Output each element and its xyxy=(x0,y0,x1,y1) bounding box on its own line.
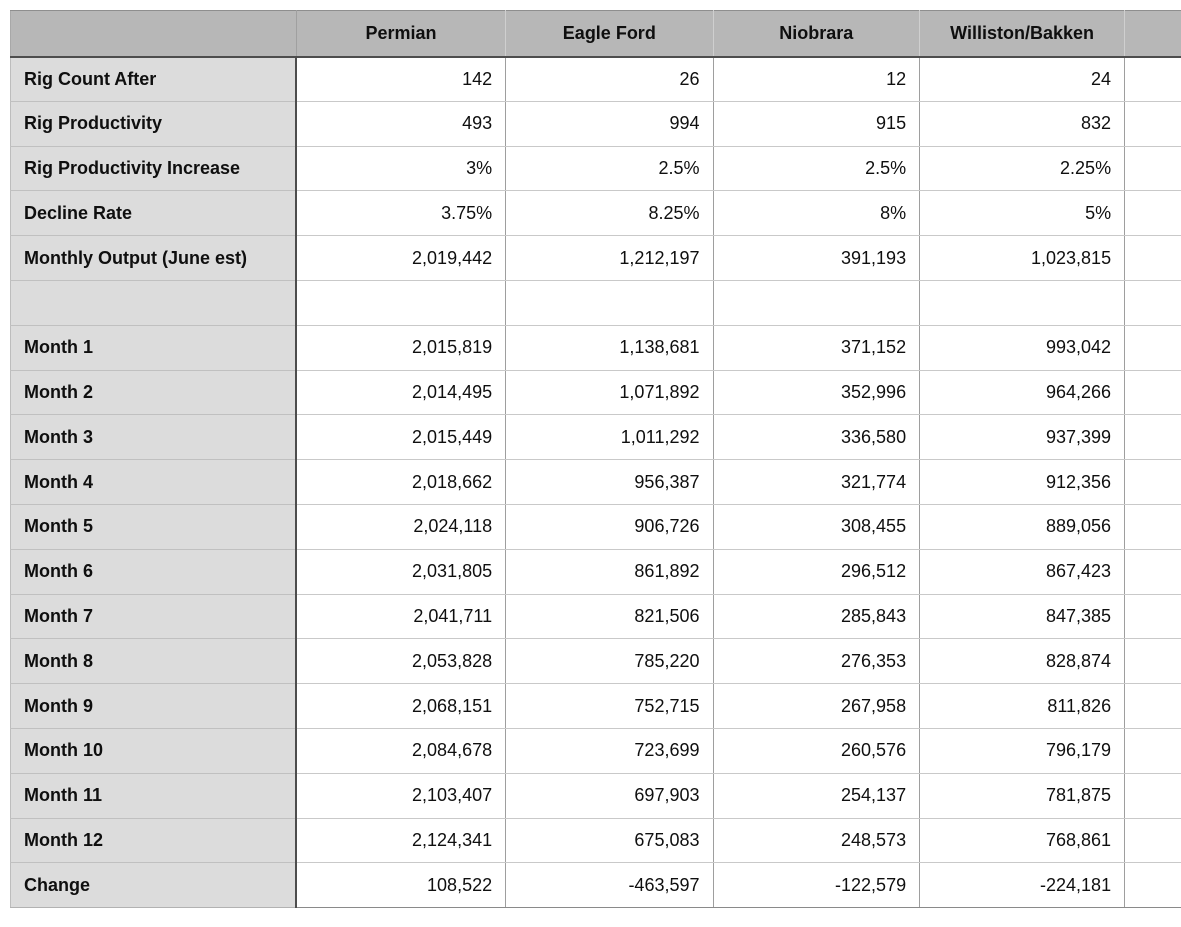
table-row xyxy=(11,325,1181,370)
cell-extra xyxy=(1125,594,1181,639)
table-row xyxy=(11,57,1181,102)
table-row xyxy=(11,236,1181,281)
cell-extra xyxy=(1125,191,1181,236)
cell-extra xyxy=(1125,504,1181,549)
cell: 260,576 xyxy=(713,728,920,773)
row-label: Month 9 xyxy=(11,684,297,729)
cell: 276,353 xyxy=(713,639,920,684)
cell-extra xyxy=(1125,325,1181,370)
production-table-container xyxy=(10,10,1181,909)
cell-extra xyxy=(1125,57,1181,102)
corner-cell xyxy=(11,11,297,57)
cell: 12 xyxy=(713,57,920,102)
cell: 1,212,197 xyxy=(506,236,713,281)
cell: -224,181 xyxy=(920,863,1125,908)
cell: 391,193 xyxy=(713,236,920,281)
table-row xyxy=(11,818,1181,863)
row-label: Month 2 xyxy=(11,370,297,415)
cell-extra xyxy=(1125,101,1181,146)
row-label: Rig Productivity xyxy=(11,101,297,146)
table-row xyxy=(11,863,1181,908)
cell: 308,455 xyxy=(713,504,920,549)
cell-extra xyxy=(1125,639,1181,684)
cell: 5% xyxy=(920,191,1125,236)
row-label: Decline Rate xyxy=(11,191,297,236)
cell: 493 xyxy=(296,101,505,146)
table-body xyxy=(11,57,1181,908)
cell: 2,018,662 xyxy=(296,460,505,505)
row-label: Month 8 xyxy=(11,639,297,684)
cell: 267,958 xyxy=(713,684,920,729)
cell: 24 xyxy=(920,57,1125,102)
cell xyxy=(920,280,1125,325)
cell: 796,179 xyxy=(920,728,1125,773)
table-row xyxy=(11,146,1181,191)
cell-extra xyxy=(1125,549,1181,594)
cell: 956,387 xyxy=(506,460,713,505)
cell-extra xyxy=(1125,370,1181,415)
cell: 994 xyxy=(506,101,713,146)
cell: 1,071,892 xyxy=(506,370,713,415)
cell: 915 xyxy=(713,101,920,146)
cell: 847,385 xyxy=(920,594,1125,639)
cell: 1,138,681 xyxy=(506,325,713,370)
cell: 2,084,678 xyxy=(296,728,505,773)
cell: 254,137 xyxy=(713,773,920,818)
row-label: Change xyxy=(11,863,297,908)
row-label: Month 6 xyxy=(11,549,297,594)
header-row xyxy=(11,11,1181,57)
table-row xyxy=(11,549,1181,594)
cell: 723,699 xyxy=(506,728,713,773)
cell: 2,014,495 xyxy=(296,370,505,415)
cell-extra xyxy=(1125,863,1181,908)
cell: 993,042 xyxy=(920,325,1125,370)
cell: 2,015,449 xyxy=(296,415,505,460)
row-label: Month 4 xyxy=(11,460,297,505)
cell: 828,874 xyxy=(920,639,1125,684)
table-row xyxy=(11,773,1181,818)
row-label: Month 5 xyxy=(11,504,297,549)
cell-extra xyxy=(1125,460,1181,505)
cell-extra xyxy=(1125,684,1181,729)
table-row xyxy=(11,370,1181,415)
cell: 821,506 xyxy=(506,594,713,639)
cell: 336,580 xyxy=(713,415,920,460)
column-header-eagle-ford: Eagle Ford xyxy=(506,11,713,57)
column-header-permian: Permian xyxy=(296,11,505,57)
cell: 296,512 xyxy=(713,549,920,594)
cell: 2.25% xyxy=(920,146,1125,191)
cell: 964,266 xyxy=(920,370,1125,415)
cell: 2,103,407 xyxy=(296,773,505,818)
table-row xyxy=(11,728,1181,773)
cell: 2.5% xyxy=(713,146,920,191)
cell: 108,522 xyxy=(296,863,505,908)
cell: 371,152 xyxy=(713,325,920,370)
cell: 906,726 xyxy=(506,504,713,549)
cell-extra xyxy=(1125,280,1181,325)
table-row xyxy=(11,460,1181,505)
row-label xyxy=(11,280,297,325)
cell: 248,573 xyxy=(713,818,920,863)
cell xyxy=(296,280,505,325)
row-label: Rig Productivity Increase xyxy=(11,146,297,191)
column-header-niobrara: Niobrara xyxy=(713,11,920,57)
cell: 811,826 xyxy=(920,684,1125,729)
cell: 1,023,815 xyxy=(920,236,1125,281)
cell: 675,083 xyxy=(506,818,713,863)
cell: 781,875 xyxy=(920,773,1125,818)
cell: 2,124,341 xyxy=(296,818,505,863)
cell: 2,024,118 xyxy=(296,504,505,549)
cell: 2,015,819 xyxy=(296,325,505,370)
cell: 867,423 xyxy=(920,549,1125,594)
cell: 352,996 xyxy=(713,370,920,415)
cell-extra xyxy=(1125,728,1181,773)
cell: 889,056 xyxy=(920,504,1125,549)
cell: 8% xyxy=(713,191,920,236)
cell: 937,399 xyxy=(920,415,1125,460)
cell: 768,861 xyxy=(920,818,1125,863)
column-header-extra xyxy=(1125,11,1181,57)
cell-extra xyxy=(1125,773,1181,818)
table-row xyxy=(11,684,1181,729)
cell: 1,011,292 xyxy=(506,415,713,460)
cell: 2,031,805 xyxy=(296,549,505,594)
row-label: Month 3 xyxy=(11,415,297,460)
cell: 697,903 xyxy=(506,773,713,818)
cell-extra xyxy=(1125,236,1181,281)
cell xyxy=(506,280,713,325)
row-label: Month 10 xyxy=(11,728,297,773)
column-header-williston-bakken: Williston/Bakken xyxy=(920,11,1125,57)
cell: 3% xyxy=(296,146,505,191)
cell: -122,579 xyxy=(713,863,920,908)
cell: 142 xyxy=(296,57,505,102)
cell: 832 xyxy=(920,101,1125,146)
table-row xyxy=(11,191,1181,236)
row-label: Month 11 xyxy=(11,773,297,818)
cell: 2,053,828 xyxy=(296,639,505,684)
row-label: Month 12 xyxy=(11,818,297,863)
cell: 785,220 xyxy=(506,639,713,684)
cell: 321,774 xyxy=(713,460,920,505)
cell: 3.75% xyxy=(296,191,505,236)
production-table xyxy=(10,10,1181,908)
cell-extra xyxy=(1125,818,1181,863)
cell xyxy=(713,280,920,325)
table-row xyxy=(11,101,1181,146)
table-row xyxy=(11,594,1181,639)
cell-extra xyxy=(1125,415,1181,460)
cell-extra xyxy=(1125,146,1181,191)
table-row xyxy=(11,639,1181,684)
cell: 912,356 xyxy=(920,460,1125,505)
row-label: Month 7 xyxy=(11,594,297,639)
cell: 861,892 xyxy=(506,549,713,594)
cell: 26 xyxy=(506,57,713,102)
cell: 2,041,711 xyxy=(296,594,505,639)
cell: -463,597 xyxy=(506,863,713,908)
row-label: Rig Count After xyxy=(11,57,297,102)
row-label: Month 1 xyxy=(11,325,297,370)
cell: 752,715 xyxy=(506,684,713,729)
cell: 8.25% xyxy=(506,191,713,236)
cell: 285,843 xyxy=(713,594,920,639)
table-row xyxy=(11,415,1181,460)
cell: 2.5% xyxy=(506,146,713,191)
cell: 2,068,151 xyxy=(296,684,505,729)
row-label: Monthly Output (June est) xyxy=(11,236,297,281)
table-row xyxy=(11,504,1181,549)
spacer-row xyxy=(11,280,1181,325)
cell: 2,019,442 xyxy=(296,236,505,281)
